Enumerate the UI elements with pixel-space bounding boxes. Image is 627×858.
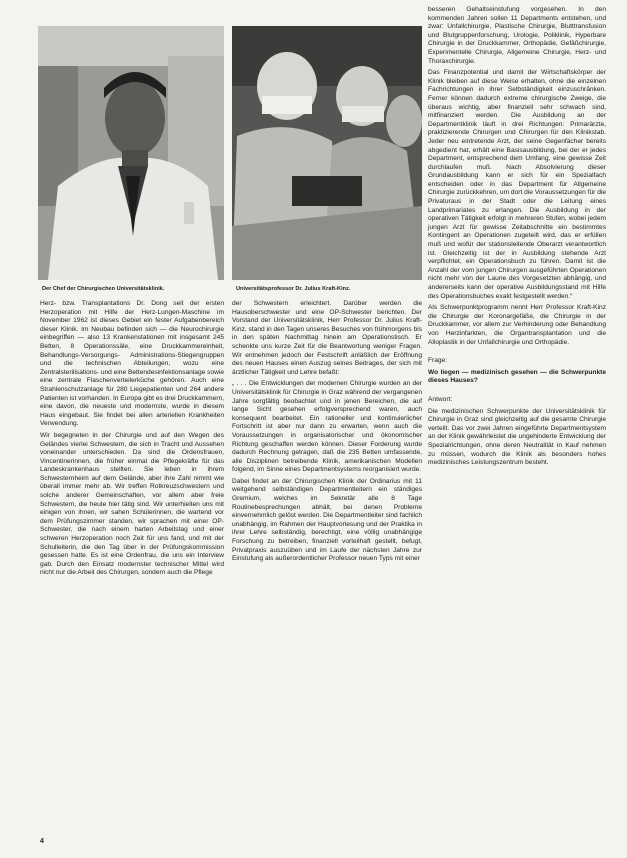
answer-text: Die medizinischen Schwerpunkte der Universitätsklinik für Chirurgie in Graz sind gleichzeitig auf die gesamte Chirurgie verteilt. Das vor zwei Jahren eingeführte Departmentsystem an der Klinik gewährleistet die ungehinderte Entwicklung der Spezialrichtungen, ohne deren Neutralität in Kauf nehmen zu müssen, wodurch die Klinik als besonders hohes medizinisches Leistungszentrum besteht. (428, 407, 606, 467)
answer-label: Antwort: (428, 395, 453, 403)
page-number: 4 (40, 838, 44, 845)
surgery-photo (232, 26, 422, 280)
paragraph: der Schwestern erleichtert. Darüber werden die Hausoberschwester und eine OP-Schwester berichten. Der Vorstand der Universitätsklinik, Herr Professor Dr. Julius Kraft-Kinz, stand in den Tagen unseres Besuches von frühmorgens bis in den späten Nachmittag hinein am Operationstisch. Er schenkte uns kurze Zeit für die Beantwortung weniger Fragen. Wir entnehmen jedoch der Festschrift anläßlich der Eröffnung des neuen Hauses einen Auszug seines Beitrages, der sich mit ärztlicher Tätigkeit und Lehre befaßt: (232, 300, 422, 376)
surgery-illustration (232, 26, 422, 280)
question-label: Frage: (428, 357, 448, 365)
text-column-3 (428, 6, 606, 834)
portrait-photo-chief (38, 26, 224, 280)
caption-right: Universitätsprofessor Dr. Julius Kraft-Kinz. (236, 286, 351, 292)
portrait-illustration (38, 26, 224, 280)
caption-left: Der Chef der Chirurgischen Universitätsklinik. (42, 286, 165, 292)
paragraph: Wir begegneten in der Chirurgie und auf den Wegen des Geländes vierlei Schwestern, die sich in Tracht und Aussehen voneinander unterschieden. Da sind die Ordensfrauen, Vincentinerinnen, die früher einmal die Pflegekräfte für das Landeskrankenhaus stellten. Sie leben in ihrem Schwesternheim auf dem Gelände, aber ihre Zahl nimmt wie überall immer mehr ab. Wir treffen Rotkreuzschwestern und solche anderer Gemeinschaften, vor allem aber freie Schwestern, die heute hier tätig sind. Wir unterhielten uns mit einigen von ihnen, wir sahen Schülerinnen, die wartend vor dem Prüfungszimmer standen, wir sprachen mit einer OP-Schwester, die nach einem harten Arbeitstag und einer schweren Herzoperation noch Zeit für uns fand, und mit der Schulleiterin, die den Tag über in der Prüfungskommission gesessen hatte. Es ist eine Ordenfrau, die uns ein Interview gab. Durch den Einsatz modernster technischer Mittel wird nicht nur die Arbeit des Chirurgen, sondern auch die Pflege (40, 431, 224, 577)
text-column-2 (232, 300, 422, 836)
text-column-1 (40, 300, 224, 836)
paragraph: „ . . . Die Entwicklungen der modernen Chirurgie wurden an der Universitätsklinik für Chirurgie in Graz während der vergangenen Jahre sorgfältig beobachtet und in jenen Bereichen, die auf lange Sicht gesehen erfolgversprechend waren, auch konsequent bearbeitet. Ein rationeller und kontinuierlicher Fortschritt ist aber nur dann zu erwarten, wenn auch die Voraussetzungen in organisatorischer und ökonomischer Richtung geschaffen werden können. Dieser Forderung wurde dadurch Rechnung getragen, daß die 235 Betten umfassende, alle Disziplinen betreibende Klinik, amerikanischen Modellen folgend, im Sinne eines Departmentsystems reorganisiert wurde. (232, 380, 422, 474)
question-text: Wo liegen — medizinisch gesehen — die Schwerpunkte dieses Hauses? (428, 368, 606, 385)
paragraph: Als Schwerpunktprogramm nennt Herr Professor Kraft-Kinz die Chirurgie der Koronargefäße, die Chirurgie in der Druckkammer, vor allem zur Verhinderung oder Behandlung von Herzinfarkten, die Organtransplantation und die Alloplastik in der Unfallchirurgie und Orthopädie. (428, 304, 606, 346)
paragraph: Herz- bzw. Transplantations Dr. Dong seit der ersten Herzoperation mit Hilfe der Herz-Lungen-Maschine im November 1962 ist dieses Gebiet ein fester Aufgabenbereich dieser Klinik. Im Neubau befinden sich — die Neurochirurgie einbegriffen — also 13 Krankenstationen mit insgesamt 245 Betten, 8 Operationssäle, eine Druckkammereinheit, Behandlungs-Versorgungs- Administrations-Stiegengruppen und die technischen Abteilungen, wozu eine Zentralsterilisations- und eine Bettendesinfektionsanlage sowie eine zentrale Flaschenverteilerküche gehören. Auch eine Strahlenschutzanlage für 280 Liegepatienten und 264 andere Patienten ist vorhanden. In Europa gibt es drei Druckkammern, eine davon, die neueste und modernste, wurde in diesem Haus eingebaut. Sie findet bei allen arteriellen Krankheiten Verwendung. (40, 300, 224, 428)
paragraph: Dabei findet an der Chirurgischen Klinik der Ordinarius mit 11 weitgehend selbständigen Departmentleitern ein ständiges Gremium, welches im Sekretär alle 8 Tage Routinebesprechungen abhält, bei denen Probleme einvernehmlich gelöst werden. Die Departmentleiter sind fachlich unabhängig, im Rahmen der Hauptvorlesung und der Praktika in ihrer Lehre selbständig, berechtigt, eine völlig unabhängige Forschung zu betreiben, finanziell vorteilhaft gestellt, befugt, Privatpraxis auszuüben und im Laufe der nächsten Jahre zur Einstufung als außerordentlicher Professor neuen Typs mit einer (232, 477, 422, 563)
paragraph: Das Finanzpotential und damit der Wirtschaftskörper der Klinik bleiben auf diese Weise erhalten, ohne die einzelnen Fachrichtungen in ihrer Selbständigkeit einzuschränken. Ferner können dadurch extreme chirurgische Zweige, die überaus wichtig, aber finanziell sehr schwach sind, mitfinanziert werden. Die Ausbildung an der Departmentklinik läuft in drei Richtungen: Primarärzte, praktizierende Chirurgen und Chirurgen für den Klinikstab. Jeder neu eintretende Arzt, der seine Gegenfächer bereits abgedient hat, erhält eine Basisausbildung, bei der er jedes Department, entsprechend dem Umfang, eine gewisse Zeit durchlaufen muß. Nach Absolvierung dieser Grundausbildung kann er sich für ein Spezialfach entscheiden oder in das Department für Allgemeine Chirurgie zurückkehren, um dort die Voraussetzungen für die Privaturaus in der Stadt oder die Leitung eines Landprimariates zu erlangen. Die Ausbildung in der operativen Tätigkeit erfolgt in mehreren Stufen, wobei jedem jungen Arzt für gewisse Zeitabschnitte ein bestimmtes Kontingent an Operationen zugeteilt wird, das er erfüllen muß und wofür der stationsleitende Oberarzt verantwortlich ist. Gleichzeitig ist der in Ausbildung stehende Arzt verpflichtet, ein Operationsbuch zu führen. Damit ist die Anzahl der vom jungen Chirurgen ausgeführten Operationen nicht mehr von der Laune des Vorgesetzten abhängig, und andererseits kann der operative Ausbildungsstand mit Hilfe des Operationsbuches exakt festgestellt werden.“ (428, 69, 606, 300)
paragraph: besseren Gehaltseinstufung vorgesehen. In den kommenden Jahren sollen 11 Departments entstehen, und zwar: Unfallchirurgie, Plastische Chirurgie, Blutttransfusion und Blutgruppenforschung, Urologie, Poliklinik, Hyperbare Chirurgie in der Druckkammer, Orthopädie, Gefäßchirurgie, Experimentelle Chirurgie, Allgemeine Chirurgie, Herz- und Thoraxchirurgie. (428, 6, 606, 65)
